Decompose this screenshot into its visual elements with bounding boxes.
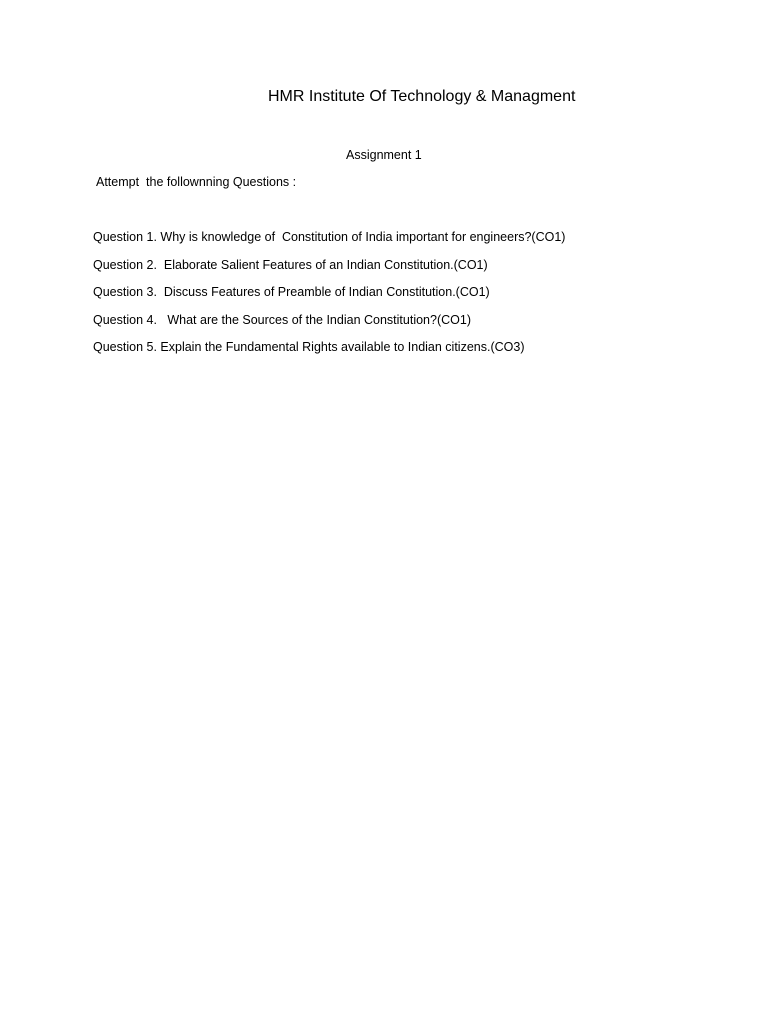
question-item: Question 1. Why is knowledge of Constitution of India important for engineers?(CO1) [93, 230, 566, 244]
question-item: Question 5. Explain the Fundamental Rights available to Indian citizens.(CO3) [93, 340, 525, 354]
assignment-heading: Assignment 1 [346, 148, 422, 162]
question-item: Question 3. Discuss Features of Preamble of Indian Constitution.(CO1) [93, 285, 490, 299]
question-list [93, 228, 565, 366]
question-item: Question 2. Elaborate Salient Features of an Indian Constitution.(CO1) [93, 257, 488, 272]
question-item: Question 4. What are the Sources of the Indian Constitution?(CO1) [93, 312, 471, 327]
document-title: HMR Institute Of Technology & Managment [268, 88, 576, 105]
instruction-text: Attempt the follownning Questions : [96, 175, 297, 189]
